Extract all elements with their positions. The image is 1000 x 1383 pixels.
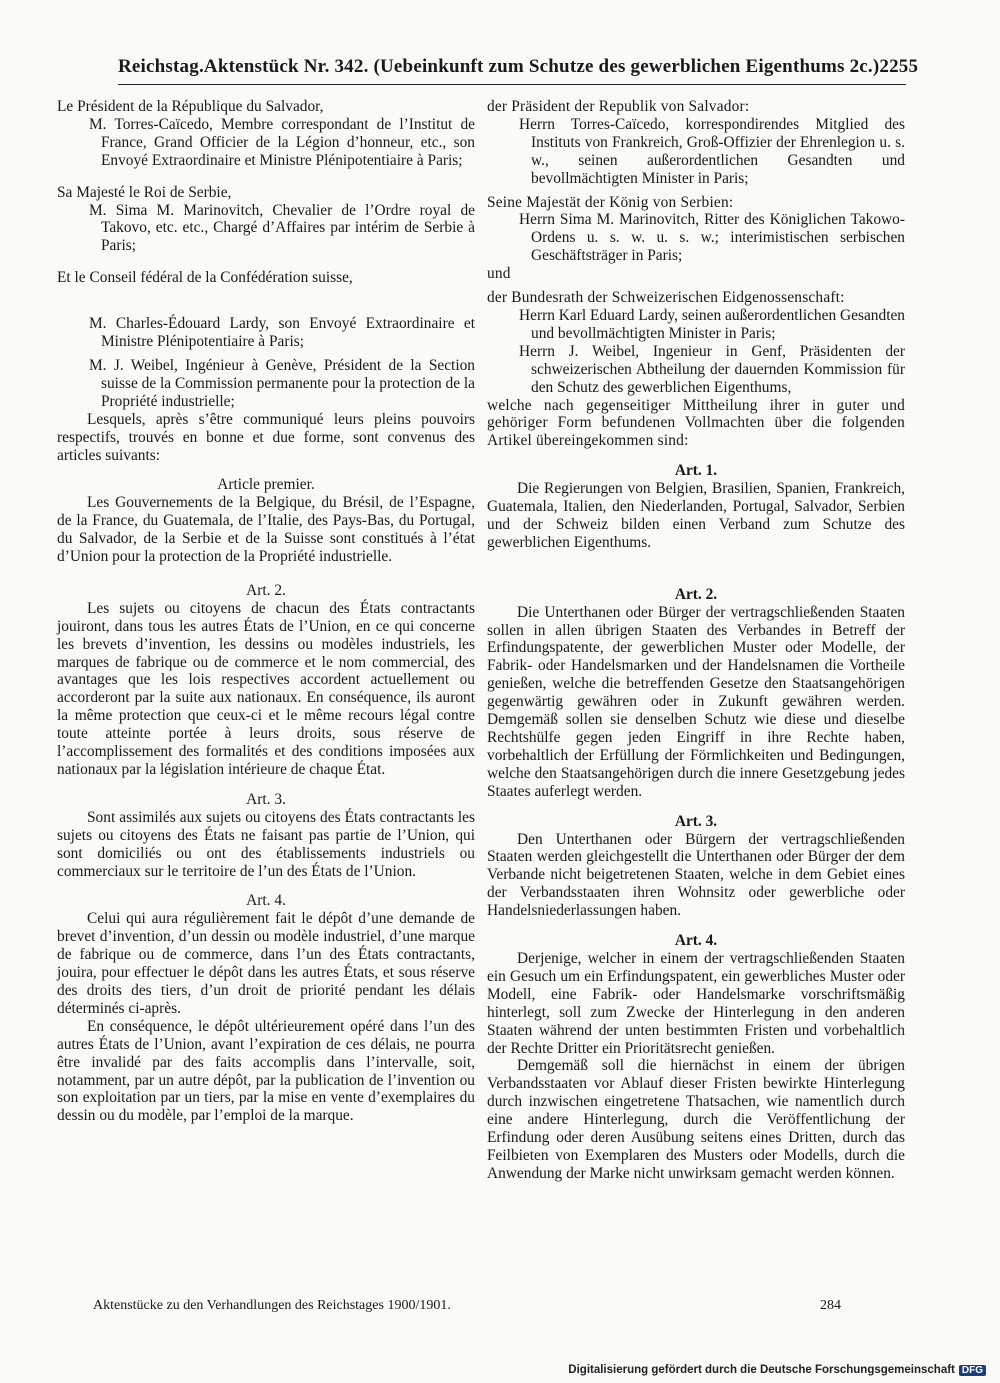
german-column (487, 98, 905, 1183)
gesandter-lardy: Herrn Karl Eduard Lardy, seinen außerordentlichen Gesandten und bevollmächtigten Minister in Paris; (519, 306, 905, 342)
digitization-credit (568, 1364, 986, 1376)
party-salvador: Le Président de la République du Salvador, (57, 98, 324, 115)
artikel-2-titel: Art. 2. (674, 585, 718, 603)
artikel-1-titel: Art. 1. (674, 462, 718, 480)
partei-salvador: der Präsident der Republik von Salvador: (487, 98, 750, 115)
artikel-1-text: Die Regierungen von Belgien, Brasilien, Spanien, Frankreich, Guatemala, Italien, den Niederlanden, Portugal, Salvador, Serbien und der Schweiz bilden einen Verband zum Schutze des gewerblichen Eigenthums. (487, 480, 905, 551)
und-connector: und (487, 265, 511, 283)
article-4-title: Art. 4. (246, 892, 286, 910)
partei-serbien: Seine Majestät der König von Serbien: (487, 193, 734, 211)
praeambel-schluss: welche nach gegenseitiger Mittheilung ihrer in guter und gehöriger Form befundenen Vollmachten über die folgenden Artikel übereingekommen sind: (487, 396, 905, 450)
gesandter-serbien: Herrn Sima M. Marinovitch, Ritter des Königlichen Takowo-Ordens u. s. w. u. s. w.; interimistischen serbischen Geschäftsträger in Paris; (519, 211, 905, 265)
artikel-4-text-fortsetzung: Demgemäß soll die hiernächst in einem der übrigen Verbandsstaaten vor Ablauf dieser Fristen bewirkte Hinterlegung durch inzwischen eingetretene Thatsachen, wie namentlich durch eine andere Hinterlegung, durch die Veröffentlichung der Erfindung oder deren Ausübung seitens eines Dritten, durch das Feilbieten von Exemplaren des Musters oder Modells, durch die Anwendung der Marke nicht unwirksam gemacht werden können. (487, 1057, 905, 1182)
artikel-3-text: Den Unterthanen oder Bürgern der vertragschließenden Staaten werden gleichgestellt die Unterthanen oder Bürger der dem Verbande nicht beigetretenen Staaten, welche in dem Gebiet eines der Verbandsstaaten ihren Wohnsitz oder gewerbliche oder Handelsniederlassungen haben. (487, 830, 905, 920)
french-column (57, 98, 475, 1125)
header-title: Aktenstück Nr. 342. (Uebeinkunft zum Schutze des gewerblichen Eigenthums 2c.) (203, 56, 880, 77)
article-4-text: Celui qui aura régulièrement fait le dépôt d’une demande de brevet d’invention, d’un dessin ou modèle industriel, d’une marque de fabrique ou de commerce, dans l’un des États contractants, jouira, pour effectuer le dépôt dans les autres États, et sous réserve des droits des tiers, d’un droit de priorité pendant les délais déterminés ci-après. (57, 910, 475, 1017)
footer-source: Aktenstücke zu den Verhandlungen des Reichstages 1900/1901. (93, 1298, 451, 1313)
credit-text: Digitalisierung gefördert durch die Deutsche Forschungsgemeinschaft (568, 1364, 955, 1376)
header-left: Reichstag. (118, 56, 204, 77)
preamble-closing: Lesquels, après s’être communiqué leurs pleins pouvoirs respectifs, trouvés en bonne et due forme, sont convenus des articles suivants: (57, 410, 475, 464)
article-3-title: Art. 3. (246, 790, 286, 808)
article-1-title: Article premier. (217, 476, 315, 494)
running-header (118, 56, 919, 78)
artikel-4-titel: Art. 4. (674, 932, 718, 950)
dfg-logo: DFG (959, 1365, 986, 1376)
gesandter-salvador: Herrn Torres-Caïcedo, korrespondirendes Mitglied des Instituts von Frankreich, Groß-Offizier der Ehrenlegion u. s. w., seinen außerordentlichen Gesandten und bevollmächtigten Minister in Paris; (519, 115, 905, 187)
partei-schweiz: der Bundesrath der Schweizerischen Eidgenossenschaft: (487, 289, 845, 307)
envoy-weibel: M. J. Weibel, Ingénieur à Genève, Président de la Section suisse de la Commission permanente pour la protection de la Propriété industrielle; (89, 356, 475, 410)
envoy-lardy: M. Charles-Édouard Lardy, son Envoyé Extraordinaire et Ministre Plénipotentiaire à Paris; (89, 315, 475, 351)
article-2-title: Art. 2. (246, 581, 286, 599)
artikel-3-titel: Art. 3. (674, 812, 718, 830)
artikel-4-text: Derjenige, welcher in einem der vertragschließenden Staaten ein Gesuch um ein Erfindungspatent, ein gewerbliches Muster oder Modell, eine Fabrik- oder Handelsmarke vorschriftsmäßig hinterlegt, soll zum Zwecke der Hinterlegung in den anderen Staaten während der unten bestimmten Fristen und vorbehaltlich der Rechte Dritter ein Prioritätsrecht genießen. (487, 949, 905, 1057)
party-switzerland: Et le Conseil fédéral de la Confédération suisse, (57, 269, 353, 287)
artikel-2-text: Die Unterthanen oder Bürger der vertragschließenden Staaten sollen in allen übrigen Staaten des Verbandes in Betreff der Erfindungspatente, der gewerblichen Muster oder Modelle, der Fabrik- oder Handelsmarken und der Handelsnamen die Vortheile genießen, welche die betreffenden Gesetze den Staatsangehörigen gegenwärtig gewähren oder in Zukunft gewähren werden. Demgemäß sollen sie denselben Schutz wie diese und dieselbe Rechtshülfe gegen jeden Eingriff in ihre Rechte haben, vorbehaltlich der Erfüllung der Förmlichkeiten und Bedingungen, welche den Staatsangehörigen durch die innere Gesetzgebung jedes Staates auferlegt werden. (487, 603, 905, 800)
envoy-serbia: M. Sima M. Marinovitch, Chevalier de l’Ordre royal de Takovo, etc. etc., Chargé d’Affaires par intérim de Serbie à Paris; (89, 201, 475, 255)
page-number: 2255 (879, 56, 919, 77)
article-1-text: Les Gouvernements de la Belgique, du Brésil, de l’Espagne, de la France, du Guatemala, de l’Italie, des Pays-Bas, du Portugal, du Salvador, de la Serbie et de la Suisse sont constitués à l’état d’Union pour la protection de la Propriété industrielle. (57, 494, 475, 566)
article-2-text: Les sujets ou citoyens de chacun des États contractants jouiront, dans tous les autres États de l’Union, en ce qui concerne les brevets d’invention, les dessins ou modèles industriels, les marques de fabrique ou de commerce et le nom commercial, des avantages que les lois respectives accordent actuellement ou accorderont par la suite aux nationaux. En conséquence, ils auront la même protection que ceux-ci et le même recours légal contre toute atteinte portée à leurs droits, sous réserve de l’accomplissement des formalités et des conditions imposées aux nationaux par la législation intérieure de chaque État. (57, 599, 475, 778)
article-3-text: Sont assimilés aux sujets ou citoyens des États contractants les sujets ou citoyens des États ne faisant pas partie de l’Union, qui sont domiciliés ou ont des établissements industriels ou commerciaux sur le territoire de l’un des États de l’Union. (57, 808, 475, 880)
gesandter-weibel: Herrn J. Weibel, Ingenieur in Genf, Präsidenten der schweizerischen Abtheilung der dauernden Kommission für den Schutz des gewerblichen Eigenthums, (519, 342, 905, 396)
party-serbia: Sa Majesté le Roi de Serbie, (57, 183, 232, 201)
header-rule (118, 84, 906, 85)
article-4-text-cont: En conséquence, le dépôt ultérieurement opéré dans l’un des autres États de l’Union, avant l’expiration de ces délais, ne pourra être invalidé par des faits accomplis dans l’intervalle, soit, notamment, par un autre dépôt, par la publication de l’invention ou son exploitation par un tiers, par la mise en vente d’exemplaires du dessin ou du modèle, par l’emploi de la marque. (57, 1017, 475, 1125)
envoy-salvador: M. Torres-Caïcedo, Membre correspondant de l’Institut de France, Grand Officier de la Légion d’honneur, etc., son Envoyé Extraordinaire et Ministre Plénipotentiaire à Paris; (89, 115, 475, 169)
footer-page-number: 284 (820, 1298, 841, 1313)
